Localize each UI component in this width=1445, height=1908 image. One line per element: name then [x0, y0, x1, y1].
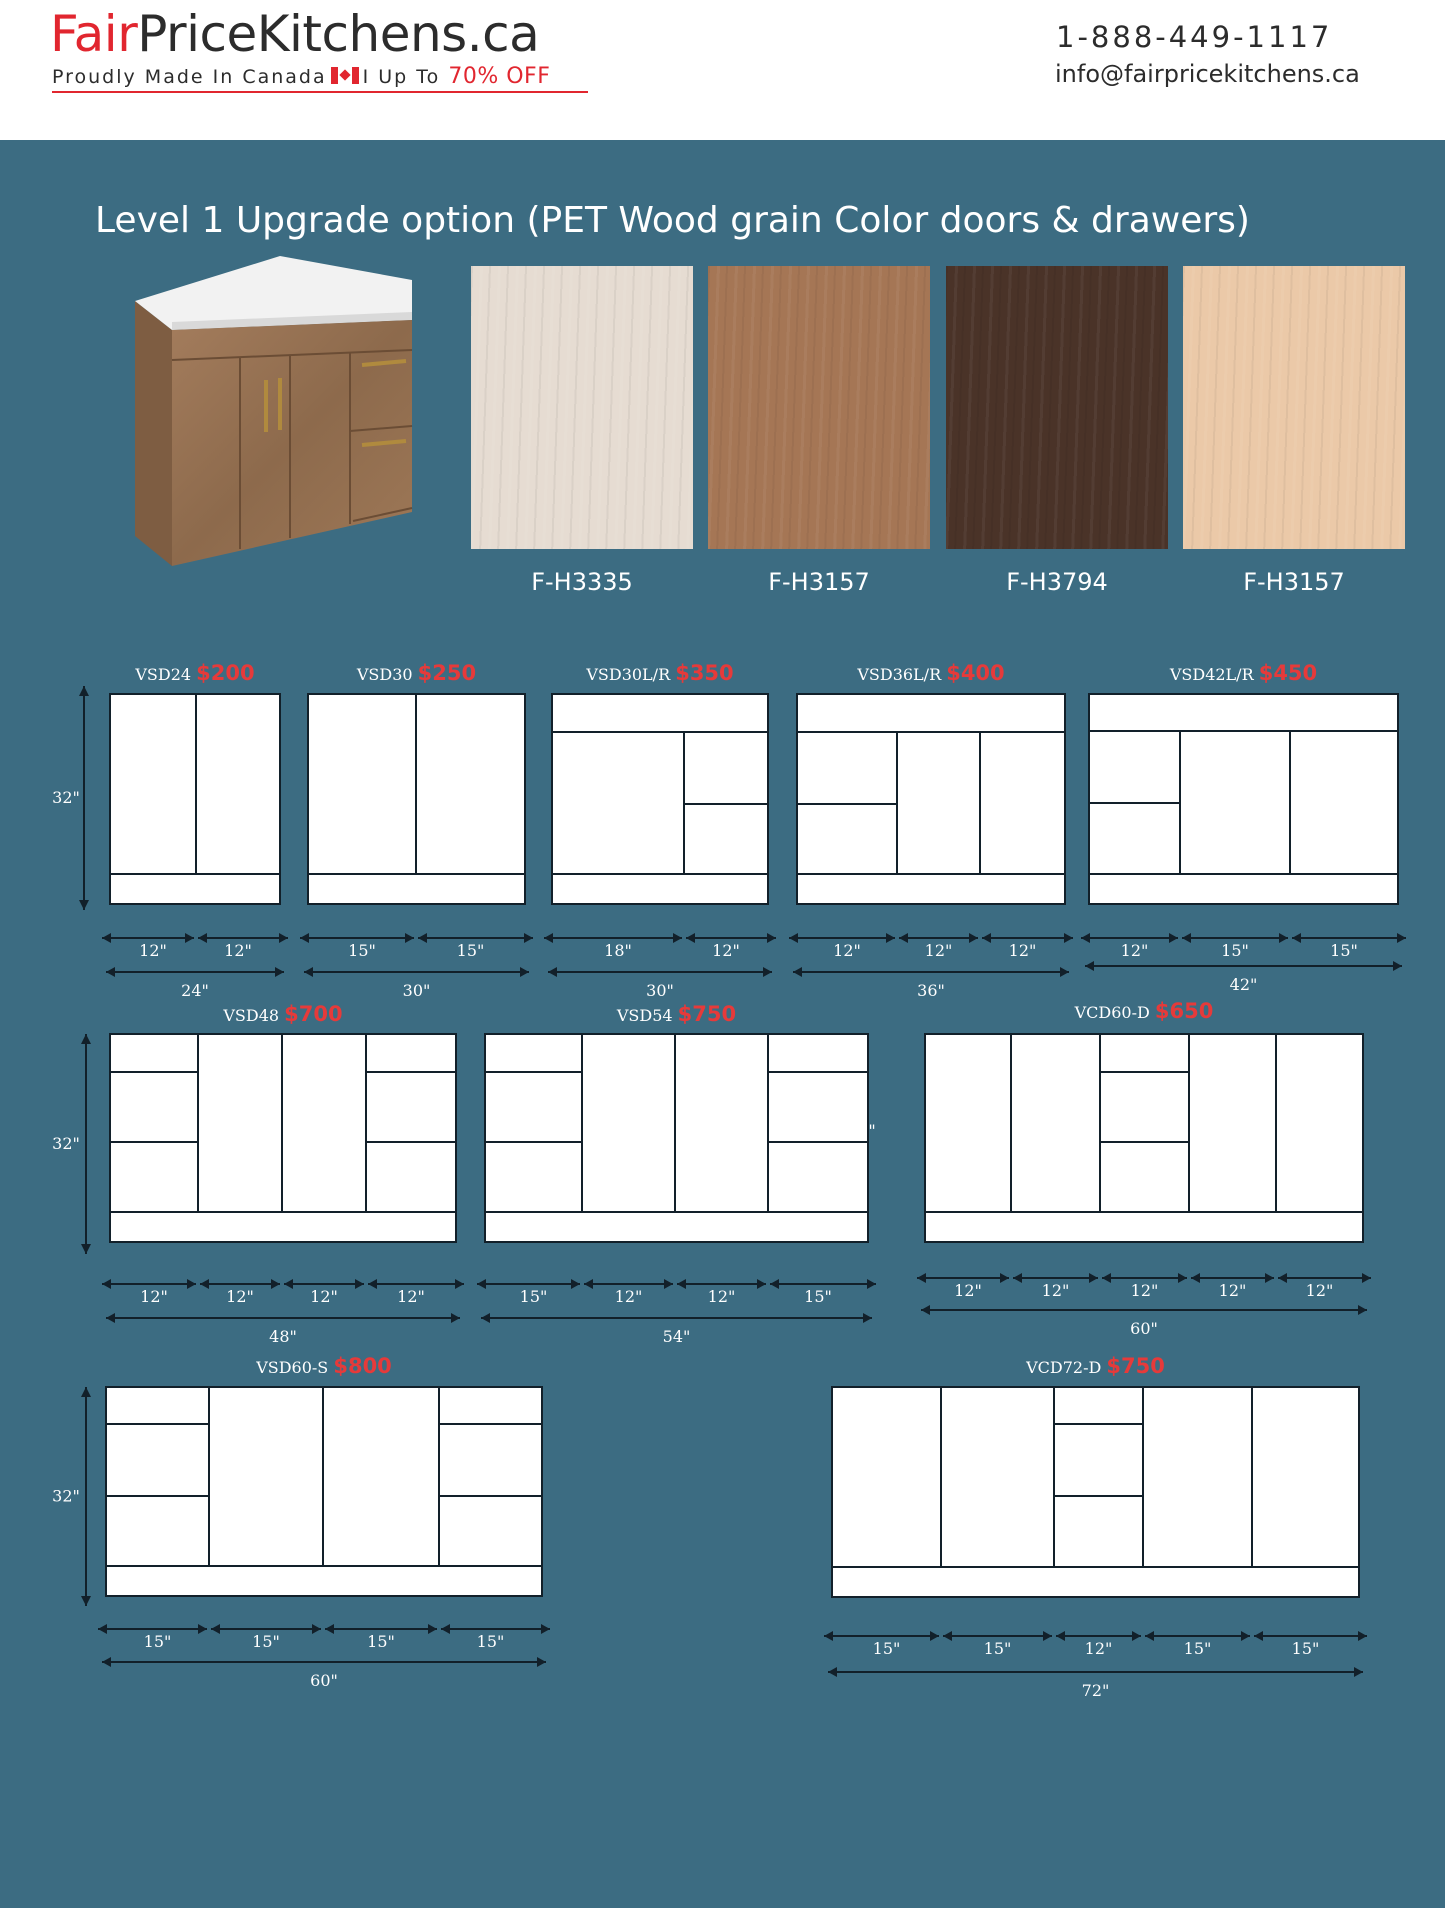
arrowhead — [571, 1279, 580, 1289]
arrowhead — [524, 933, 533, 943]
arrowhead — [1060, 967, 1069, 977]
arrowhead — [1182, 933, 1191, 943]
arrowhead — [1362, 1273, 1371, 1283]
page-title: Level 1 Upgrade option (PET Wood grain Color doors & drawers) — [95, 200, 1250, 241]
total-width-label: 24" — [181, 981, 209, 1000]
height-label: 32" — [52, 1134, 80, 1153]
model-price: $650 — [1154, 999, 1214, 1023]
arrowhead — [81, 1034, 91, 1044]
arrowhead — [1265, 1273, 1274, 1283]
cabinet-outline — [832, 1387, 1359, 1597]
segment-width-label: 12" — [712, 941, 740, 960]
swatch-code: F-H3335 — [531, 568, 633, 596]
arrowhead — [537, 1657, 546, 1667]
arrowhead — [211, 1624, 220, 1634]
arrowhead — [1145, 1631, 1154, 1641]
phone-number[interactable]: 1-888-449-1117 — [1056, 20, 1333, 54]
model-name: VSD48 — [223, 1006, 285, 1025]
model-title — [134, 661, 254, 685]
arrowhead — [312, 1624, 321, 1634]
arrowhead — [824, 1631, 833, 1641]
segment-width-label: 12" — [1008, 941, 1037, 960]
brand-part1: Fair — [50, 5, 138, 63]
arrowhead — [1081, 933, 1090, 943]
segment-width-label: 15" — [1291, 1639, 1320, 1658]
cabinet-outline — [797, 694, 1065, 904]
model-name: VSD30 — [356, 665, 418, 684]
arrowhead — [1241, 1631, 1250, 1641]
cabinet-outline — [1089, 694, 1398, 904]
arrowhead — [200, 1279, 209, 1289]
arrowhead — [541, 1624, 550, 1634]
arrowhead — [368, 1279, 377, 1289]
arrowhead — [1354, 1667, 1363, 1677]
arrowhead — [1085, 961, 1094, 971]
arrowhead — [428, 1624, 437, 1634]
segment-width-label: 15" — [872, 1639, 901, 1658]
segment-width-label: 15" — [456, 941, 485, 960]
cabinet-outline — [552, 694, 768, 904]
arrowhead — [664, 1279, 673, 1289]
swatch-code: F-H3157 — [768, 568, 870, 596]
total-width-label: 42" — [1229, 975, 1258, 994]
segment-width-label: 12" — [954, 1281, 982, 1300]
discount-text: 70% OFF — [448, 64, 551, 89]
model-title — [1025, 1354, 1165, 1378]
arrowhead — [1278, 1273, 1287, 1283]
arrowhead — [673, 933, 682, 943]
arrowhead — [304, 967, 313, 977]
model-price: $200 — [196, 661, 255, 685]
arrowhead — [686, 933, 695, 943]
segment-width-label: 15" — [348, 941, 376, 960]
total-width-label: 48" — [269, 1327, 297, 1346]
segment-width-label: 15" — [252, 1632, 280, 1651]
arrowhead — [275, 967, 284, 977]
segment-width-label: 15" — [367, 1632, 395, 1651]
segment-width-label: 12" — [1130, 1281, 1159, 1300]
arrowhead — [279, 933, 288, 943]
segment-width-label: 15" — [1330, 941, 1358, 960]
arrowhead — [943, 1631, 952, 1641]
segment-width-label: 12" — [224, 941, 252, 960]
segment-width-label: 12" — [1218, 1281, 1247, 1300]
cabinet-outline — [925, 1034, 1363, 1242]
arrowhead — [451, 1313, 460, 1323]
arrowhead — [1132, 1631, 1141, 1641]
arrowhead — [1000, 1273, 1009, 1283]
arrowhead — [1043, 1631, 1052, 1641]
arrowhead — [763, 967, 772, 977]
total-width-label: 30" — [646, 981, 674, 1000]
arrowhead — [102, 933, 111, 943]
segment-width-label: 12" — [707, 1287, 736, 1306]
total-width-label: 60" — [1130, 1319, 1158, 1338]
total-width-label: 30" — [402, 981, 431, 1000]
arrowhead — [106, 1313, 115, 1323]
arrowhead — [1089, 1273, 1098, 1283]
model-title — [585, 661, 733, 685]
model-name: VSD30L/R — [586, 665, 676, 684]
arrowhead — [1358, 1305, 1367, 1315]
arrowhead — [1279, 933, 1288, 943]
stray-mark: " — [868, 1121, 876, 1140]
tagline-text: Proudly Made In Canada — [52, 66, 327, 88]
arrowhead — [917, 1273, 926, 1283]
segment-width-label: 12" — [614, 1287, 643, 1306]
arrowhead — [757, 1279, 766, 1289]
arrowhead — [284, 1279, 293, 1289]
model-name: VSD24 — [135, 665, 197, 684]
arrowhead — [355, 1279, 364, 1289]
arrowhead — [793, 967, 802, 977]
segment-width-label: 18" — [604, 941, 632, 960]
segment-width-label: 15" — [519, 1287, 548, 1306]
swatch-code: F-H3157 — [1243, 568, 1345, 596]
segment-width-label: 15" — [983, 1639, 1012, 1658]
arrowhead — [481, 1313, 490, 1323]
arrowhead — [1254, 1631, 1263, 1641]
segment-width-label: 15" — [476, 1632, 505, 1651]
swatch-code: F-H3794 — [1006, 568, 1108, 596]
arrowhead — [81, 1244, 91, 1254]
segment-width-label: 12" — [397, 1287, 425, 1306]
arrowhead — [1358, 1631, 1367, 1641]
arrowhead — [418, 933, 427, 943]
arrowhead — [98, 1624, 107, 1634]
total-width-label: 72" — [1081, 1681, 1110, 1700]
arrowhead — [982, 933, 991, 943]
arrowhead — [1178, 1273, 1187, 1283]
segment-width-label: 15" — [1221, 941, 1249, 960]
tagline-text-2: I Up To — [362, 66, 449, 88]
arrowhead — [187, 1279, 196, 1289]
model-name: VCD72-D — [1026, 1358, 1107, 1377]
arrowhead — [544, 933, 553, 943]
arrowhead — [921, 1305, 930, 1315]
arrowhead — [1056, 1631, 1065, 1641]
model-price: $800 — [333, 1354, 392, 1378]
model-name: VSD42L/R — [1169, 665, 1259, 684]
model-title — [1169, 661, 1317, 685]
model-price: $400 — [946, 661, 1005, 685]
segment-width-label: 12" — [140, 1287, 168, 1306]
arrowhead — [1169, 933, 1178, 943]
arrowhead — [81, 1387, 91, 1397]
segment-width-label: 15" — [1183, 1639, 1212, 1658]
model-name: VSD54 — [616, 1006, 678, 1025]
model-price: $450 — [1258, 661, 1318, 685]
arrowhead — [455, 1279, 464, 1289]
arrowhead — [789, 933, 798, 943]
model-title — [856, 661, 1004, 685]
arrowhead — [198, 1624, 207, 1634]
arrowhead — [1292, 933, 1301, 943]
model-name: VSD60-S — [256, 1358, 334, 1377]
model-name: VCD60-D — [1074, 1003, 1155, 1022]
model-price: $750 — [1106, 1354, 1165, 1378]
arrowhead — [1064, 933, 1073, 943]
arrowhead — [584, 1279, 593, 1289]
arrowhead — [106, 967, 115, 977]
arrowhead — [1191, 1273, 1200, 1283]
arrowhead — [886, 933, 895, 943]
arrowhead — [867, 1279, 876, 1289]
arrowhead — [79, 686, 89, 696]
arrowhead — [677, 1279, 686, 1289]
arrowhead — [79, 900, 89, 910]
model-name: VSD36L/R — [857, 665, 947, 684]
arrowhead — [477, 1279, 486, 1289]
arrowhead — [969, 933, 978, 943]
height-label: 32" — [52, 1486, 80, 1506]
arrowhead — [405, 933, 414, 943]
model-price: $750 — [677, 1002, 737, 1026]
model-title — [1074, 999, 1214, 1023]
arrowhead — [300, 933, 309, 943]
arrowhead — [102, 1279, 111, 1289]
segment-width-label: 12" — [924, 941, 953, 960]
model-price: $700 — [284, 1002, 343, 1026]
arrowhead — [1013, 1273, 1022, 1283]
arrowhead — [548, 967, 557, 977]
model-title — [616, 1002, 736, 1026]
segment-width-label: 12" — [833, 941, 861, 960]
arrowhead — [520, 967, 529, 977]
total-width-label: 36" — [917, 981, 945, 1000]
segment-width-label: 12" — [1305, 1281, 1334, 1300]
arrowhead — [1102, 1273, 1111, 1283]
arrowhead — [1393, 961, 1402, 971]
cabinet-outline — [485, 1034, 868, 1242]
segment-width-label: 12" — [139, 941, 167, 960]
email-address[interactable]: info@fairpricekitchens.ca — [1055, 60, 1360, 88]
height-label: 32" — [52, 788, 80, 807]
model-title — [255, 1354, 392, 1378]
arrowhead — [198, 933, 207, 943]
segment-width-label: 12" — [1041, 1281, 1070, 1300]
model-title — [222, 1002, 342, 1026]
arrowhead — [899, 933, 908, 943]
arrowhead — [1397, 933, 1406, 943]
arrowhead — [863, 1313, 872, 1323]
brand-part2: PriceKitchens.ca — [137, 5, 540, 63]
arrowhead — [185, 933, 194, 943]
total-width-label: 54" — [662, 1327, 691, 1346]
model-price: $250 — [417, 661, 477, 685]
arrowhead — [271, 1279, 280, 1289]
arrowhead — [441, 1624, 450, 1634]
segment-width-label: 15" — [804, 1287, 832, 1306]
segment-width-label: 12" — [1084, 1639, 1113, 1658]
arrowhead — [102, 1657, 111, 1667]
model-title — [356, 661, 476, 685]
arrowhead — [325, 1624, 334, 1634]
segment-width-label: 15" — [143, 1632, 172, 1651]
segment-width-label: 12" — [310, 1287, 338, 1306]
model-price: $350 — [675, 661, 734, 685]
arrowhead — [81, 1596, 91, 1606]
arrowhead — [767, 933, 776, 943]
segment-width-label: 12" — [1120, 941, 1149, 960]
total-width-label: 60" — [310, 1671, 338, 1690]
arrowhead — [770, 1279, 779, 1289]
segment-width-label: 12" — [226, 1287, 254, 1306]
arrowhead — [828, 1667, 837, 1677]
arrowhead — [930, 1631, 939, 1641]
